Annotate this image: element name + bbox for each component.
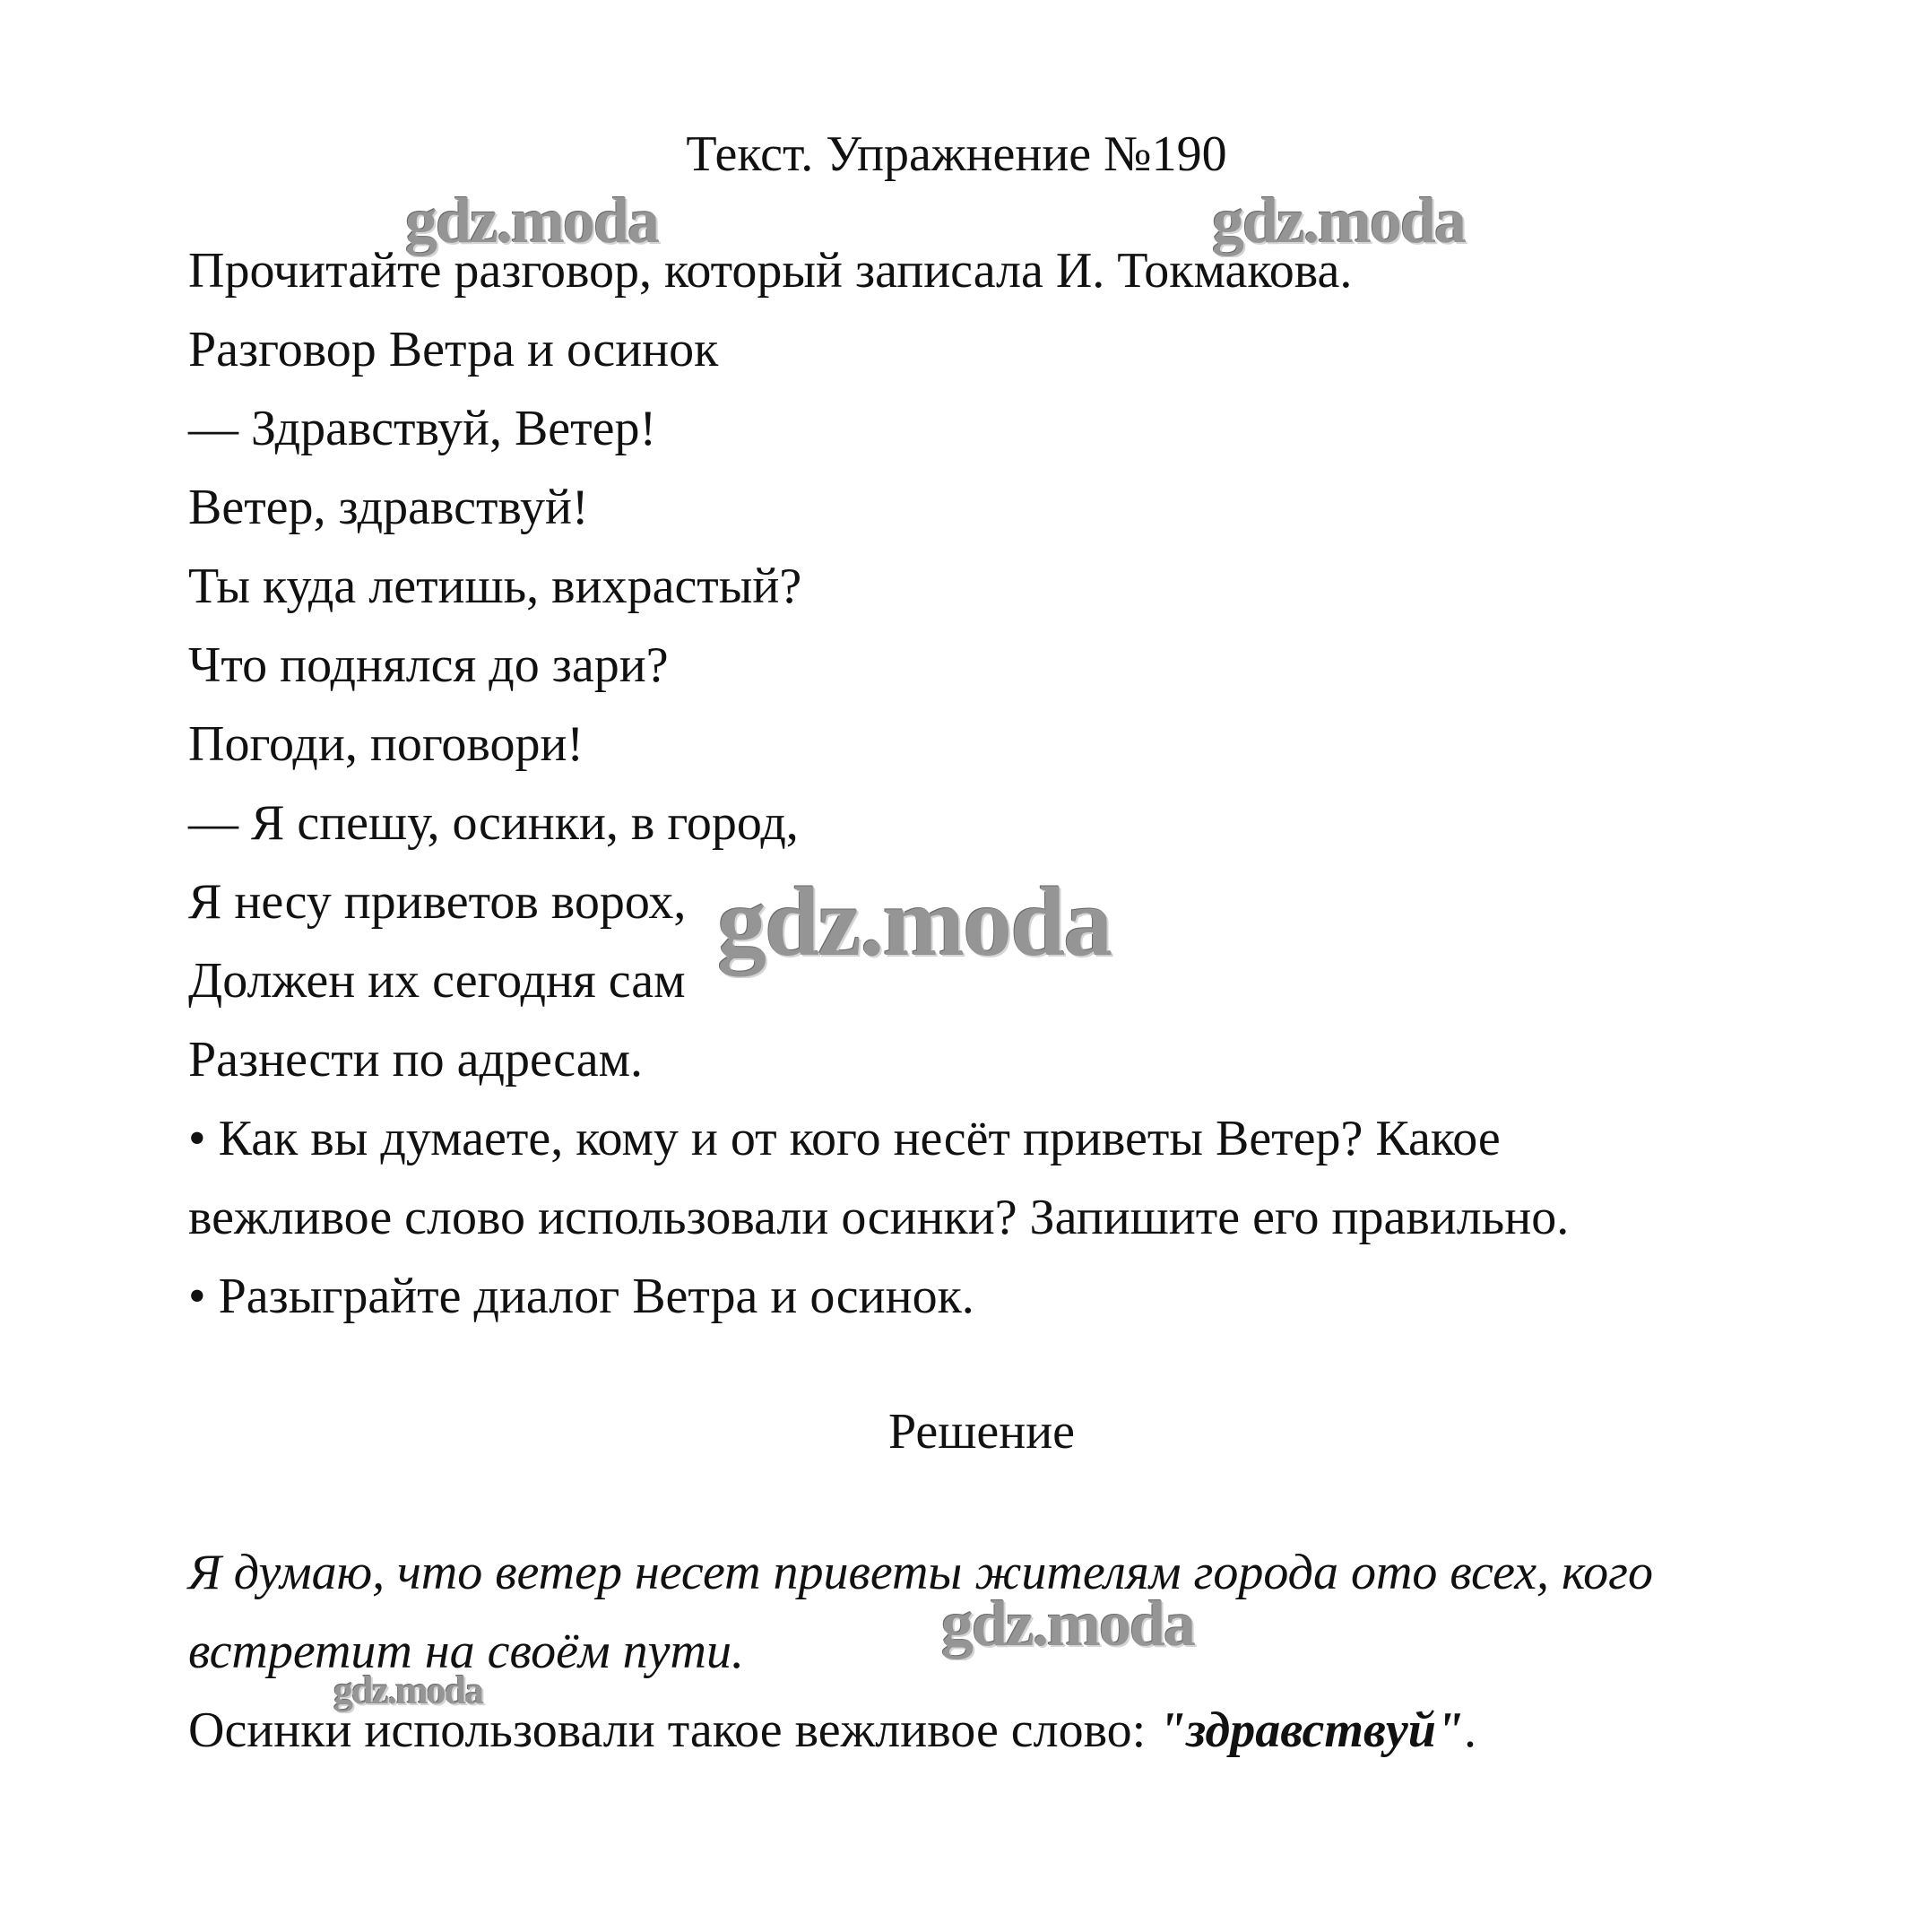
answer-prefix: Осинки использовали такое вежливое слово: [188,1702,1159,1758]
answer-word: "здравствуй" [1158,1702,1465,1758]
watermark-logo: gdz.moda [717,867,1112,976]
text-line: Прочитайте разговор, который записала И. Токмакова. [188,243,1353,299]
watermark-logo: gdz.moda [1212,185,1466,256]
text-line: Должен их сегодня сам [188,953,686,1009]
text-line: Погоди, поговори! [188,716,584,772]
text-line: Разнести по адресам. [188,1032,644,1087]
answer-line: Я думаю, что ветер несет приветы жителям города ото всех, кого [188,1545,1653,1600]
page-title: Текст. Упражнение №190 [686,126,1227,182]
text-line: Я несу приветов ворох, [188,874,687,930]
task-bullet-1: • Как вы думаете, кому и от кого несёт приветы Ветер? Какое [188,1111,1501,1166]
watermark-logo: gdz.moda [941,1588,1195,1659]
text-line: Ты куда летишь, вихрастый? [188,559,802,614]
watermark-logo: gdz.moda [333,1668,483,1712]
answer-line: встретит на своём пути. [188,1624,744,1679]
text-line: — Здравствуй, Ветер! [188,401,657,456]
answer-line-final [188,1702,1476,1759]
text-line: — Я спешу, осинки, в город, [188,795,799,851]
text-line: Ветер, здравствуй! [188,480,589,535]
text-line: Разговор Ветра и осинок [188,322,719,377]
answer-suffix: . [1464,1702,1477,1758]
solution-title: Решение [887,1404,1076,1460]
watermark-logo: gdz.moda [405,185,659,256]
text-line: Что поднялся до зари? [188,637,669,693]
task-bullet-2: • Разыграйте диалог Ветра и осинок. [188,1269,974,1324]
task-bullet-1-cont: вежливое слово использовали осинки? Запишите его правильно. [188,1190,1570,1245]
